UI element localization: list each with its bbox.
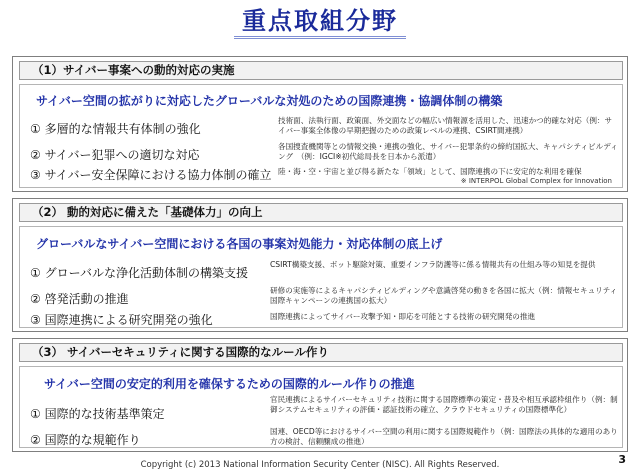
item-description: 技術面、法執行面、政策面、外交面などの幅広い情報源を活用した、迅速かつ的確な対応（例：サイバー事案全体像の早期把握のための政策レベルの連携、CSIRT間連携） [278,116,613,135]
section-3 [12,338,628,452]
list-item [20,259,622,283]
page-title: 重点取組分野 [234,6,406,39]
section-3-subtitle: サイバー空間の安定的利用を確保するための国際的ルール作りの推進 [44,377,415,391]
list-item [20,115,622,139]
list-item [20,285,622,309]
item-description: 官民連携によるサイバーセキュリティ技術に関する国際標準の策定・普及や相互承認枠組作り（例：制御システムセキュリティの評価・認証技術の確立、クラウドセキュリティの国際標準化） [270,395,618,414]
copyright-footer: Copyright (c) 2013 National Information Security Center (NISC). All Rights Reserved. [140,460,500,470]
section-3-body [19,366,623,448]
list-item [20,427,622,449]
section-2 [12,198,628,332]
item-label: ③ 国際連携による研究開発の強化 [30,313,213,327]
section-1-heading: （1）サイバー事案への動的対応の実施 [19,61,623,80]
section-1-subtitle: サイバー空間の拡がりに対応したグローバルな対処のための国際連携・協調体制の構築 [36,94,503,108]
item-label: ② 国際的な規範作り [30,433,141,447]
page-number: 3 [618,453,626,466]
list-item [20,395,622,427]
list-item [20,141,622,165]
item-label: ① グローバルな浄化活動体制の構築支援 [30,266,248,280]
list-item [20,309,622,325]
item-description: 国連、OECD等におけるサイバー空間の利用に関する国際規範作り（例：国際法の具体的な適用のあり方の検討、信頼醸成の推進） [270,427,618,446]
section-1 [12,56,628,192]
item-description: 国際連携によってサイバー攻撃予知・即応を可能とする技術の研究開発の推進 [270,312,536,321]
item-description: 各国捜査機関等との情報交換・連携の強化、サイバー犯罪条約の締約国拡大、キャパシティビルディング （例：IGCI※初代総局長を日本から派遣） [278,142,618,161]
item-description: CSIRT構築支援、ボット駆除対策、重要インフラ防護等に係る情報共有の仕組み等の知見を提供 [270,260,596,269]
item-description: 研修の実施等によるキャパシティビルディングや意識啓発の動きを各国に拡大（例：情報セキュリティ国際キャンペーンの連携国の拡大） [270,286,618,305]
item-description: 陸・海・空・宇宙と並び得る新たな「領域」として、国際連携の下に安定的な利用を確保 [278,167,582,176]
item-label: ① 多層的な情報共有体制の強化 [30,122,201,136]
footnote: ※ INTERPOL Global Complex for Innovation [460,177,612,185]
item-label: ② サイバー犯罪への適切な対応 [30,148,200,162]
item-label: ③ サイバー安全保障における協力体制の確立 [30,168,272,182]
section-1-body [19,84,623,188]
item-label: ① 国際的な技術基準策定 [30,407,165,421]
item-label: ② 啓発活動の推進 [30,292,129,306]
section-2-heading: （2） 動的対応に備えた「基礎体力」の向上 [19,203,623,222]
title-area [0,6,640,40]
section-3-heading: （3） サイバーセキュリティに関する国際的なルール作り [19,343,623,362]
section-2-body [19,226,623,328]
section-2-subtitle: グローバルなサイバー空間における各国の事案対処能力・対応体制の底上げ [36,237,443,251]
